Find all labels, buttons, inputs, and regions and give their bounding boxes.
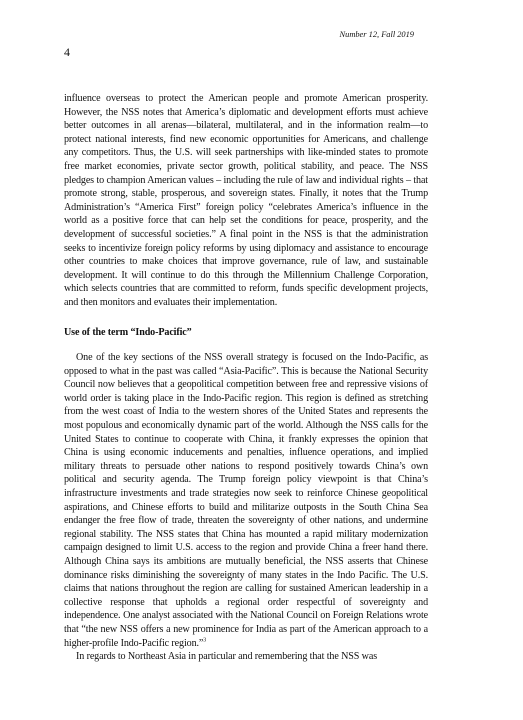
paragraph-text: One of the key sections of the NSS overall strategy is focused on the Indo-Pacific, as opposed to what in the past was called “Asia-Pacific”. This is because the National Security Council now believes that a geopolitical competition between free and repressive visions of world order is taking place in the Indo-Pacific region. This region is defined as stretching from the west coast of India to the western shores of the United States and represents the most populous and economically dynamic part of the world. Although the NSS calls for the United States to continue to cooperate with China, it frankly expresses the opinion that China is using economic inducements and penalties, influence operations, and implied military threats to persuade other nations to respond positively towards China’s own political and security agenda. The Trump foreign policy viewpoint is that China’s infrastructure investments and trade strategies now seek to reinforce Chinese geopolitical aspirations, and Chinese efforts to build and militarize outposts in the South China Sea endanger the free flow of trade, threaten the sovereignty of other nations, and undermine regional stability. The NSS states that China has mounted a rapid military modernization campaign designed to limit U.S. access to the region and provide China a freer hand there. Although China says its ambitions are mutually beneficial, the NSS asserts that Chinese dominance risks diminishing the sovereignty of many states in the Indo Pacific. The U.S. claims that nations throughout the region are calling for sustained American leadership in a collective response that upholds a regional order respectful of sovereignty and independence. One analyst associated with the National Council on Foreign Relations wrote that “the new NSS offers a new prominence for India as part of the American approach to a higher-profile Indo-Pacific region.” xyxy=(64,352,428,649)
page-number: 4 xyxy=(64,45,70,59)
paragraph xyxy=(64,351,428,650)
section-heading: Use of the term “Indo-Pacific” xyxy=(64,326,192,338)
paragraph: influence overseas to protect the American people and promote American prosperity. However, the NSS notes that America’s diplomatic and development efforts must achieve better outcomes in all arenas—bilateral, multilateral, and in the information realm—to protect national interests, find new economic opportunities for Americans, and challenge any competitors. Thus, the U.S. will seek partnerships with like-minded states to promote free market economies, private sector growth, political stability, and peace. The NSS pledges to champion American values – including the rule of law and individual rights – that promote strong, stable, prosperous, and sovereign states. Finally, it notes that the Trump Administration’s “America First” foreign policy “celebrates America’s influence in the world as a positive force that can help set the conditions for peace, prosperity, and the development of successful societies.” A final point in the NSS is that the administration seeks to incentivize foreign policy reforms by using diplomacy and assistance to encourage other countries to make choices that improve governance, rule of law, and sustainable development. It will continue to do this through the Millennium Challenge Corporation, which selects countries that are committed to reform, funds specific development projects, and then monitors and evaluates their implementation. xyxy=(64,93,428,308)
footnote-ref[interactable]: 3 xyxy=(203,637,207,644)
running-head: Number 12, Fall 2019 xyxy=(339,30,414,39)
paragraph: In regards to Northeast Asia in particular and remembering that the NSS was xyxy=(76,651,378,663)
body-text xyxy=(64,92,428,664)
